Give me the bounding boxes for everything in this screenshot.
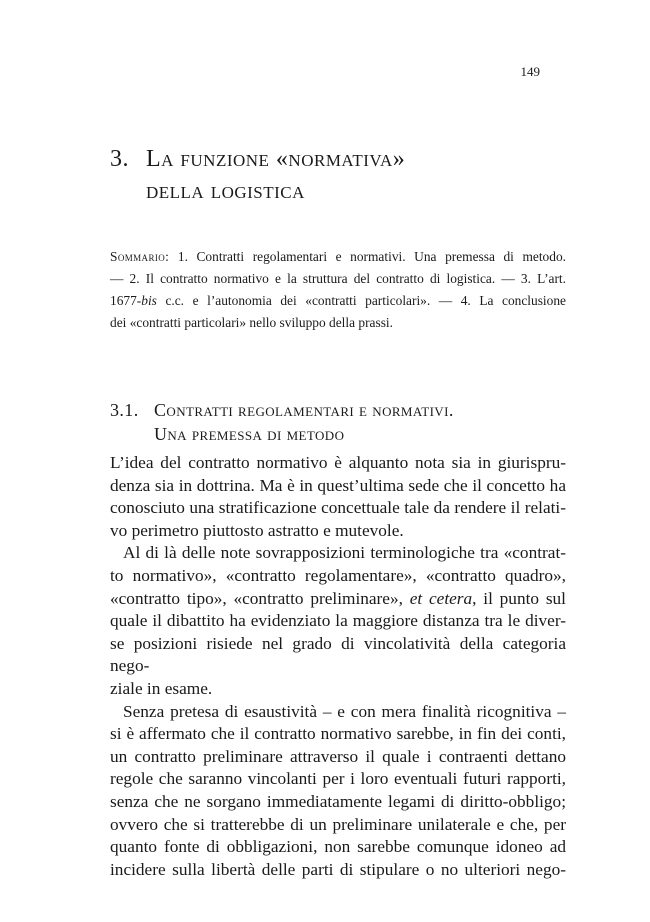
summary-line <box>110 290 566 312</box>
body-line: si è affermato che il contratto normativo sarebbe, in fin dei conti, <box>110 724 566 744</box>
summary <box>110 246 566 334</box>
body-line: L’idea del contratto normativo è alquanto nota sia in giurispru- <box>110 453 566 472</box>
section-heading <box>110 398 566 446</box>
body-line: senza che ne sorgano immediatamente legami di diritto-obbligo; <box>110 791 566 811</box>
summary-text: 1677- <box>110 293 142 308</box>
section-title: Contratti regolamentari e normativi. <box>154 400 454 420</box>
body-line: Al di là delle note sovrapposizioni terminologiche tra «contrat- <box>123 543 566 563</box>
body-line <box>110 588 566 611</box>
chapter-number: 3. <box>110 146 129 172</box>
chapter-title-line-2: della logistica <box>146 178 305 204</box>
summary-italic: bis <box>141 293 157 308</box>
body-text-span: «contratto tipo», «contratto preliminare», <box>110 588 410 608</box>
body-line: regole che saranno vincolanti per i loro eventuali futuri rapporti, <box>110 769 566 789</box>
summary-lead: Sommario: <box>110 249 170 264</box>
section-title-line-2: Una premessa di metodo <box>154 424 345 444</box>
body-line: se posizioni risiede nel grado di vincolatività della categoria nego- <box>110 633 566 676</box>
body-line: Senza pretesa di esaustività – e con mera finalità ricognitiva – <box>123 701 566 721</box>
body-line: conosciuto una stratificazione concettuale tale da rendere il relati- <box>110 498 566 518</box>
body-line: un contratto preliminare attraverso il quale i contraenti dettano <box>110 746 566 766</box>
body-text <box>110 452 566 881</box>
chapter-title: La funzione «normativa» <box>146 146 406 172</box>
summary-text: 1. Contratti regolamentari e normativi. Una premessa di metodo. <box>177 249 566 264</box>
body-italic: et cetera <box>409 588 473 608</box>
section-number: 3.1. <box>110 400 139 420</box>
body-line: incidere sulla libertà delle parti di stipulare o no ulteriori nego- <box>110 859 566 879</box>
page-number: 149 <box>520 64 540 79</box>
body-line: to normativo», «contratto regolamentare», «contratto quadro», <box>110 565 566 585</box>
body-line: ovvero che si tratterebbe di un preliminare unilaterale e che, per <box>110 814 566 834</box>
body-line: vo perimetro piuttosto astratto e mutevole. <box>110 520 404 540</box>
summary-line <box>110 246 566 268</box>
body-line: ziale in esame. <box>110 678 213 698</box>
section-title-line-1 <box>110 398 566 422</box>
summary-line: dei «contratti particolari» nello sviluppo della prassi. <box>110 315 393 330</box>
chapter-heading <box>110 143 560 207</box>
body-line: quanto fonte di obbligazioni, non sarebbe comunque idoneo ad <box>110 837 566 857</box>
body-line: denza sia in dottrina. Ma è in quest’ultima sede che il concetto ha <box>110 475 566 495</box>
body-text-span: , il punto sul <box>472 588 566 608</box>
summary-line: — 2. Il contratto normativo e la struttura del contratto di logistica. — 3. L’art. <box>110 271 566 286</box>
chapter-title-line-1 <box>110 143 560 175</box>
summary-text: c.c. e l’autonomia dei «contratti particolari». — 4. La conclusione <box>156 293 566 308</box>
body-line: quale il dibattito ha evidenziato la maggiore distanza tra le diver- <box>110 611 566 631</box>
